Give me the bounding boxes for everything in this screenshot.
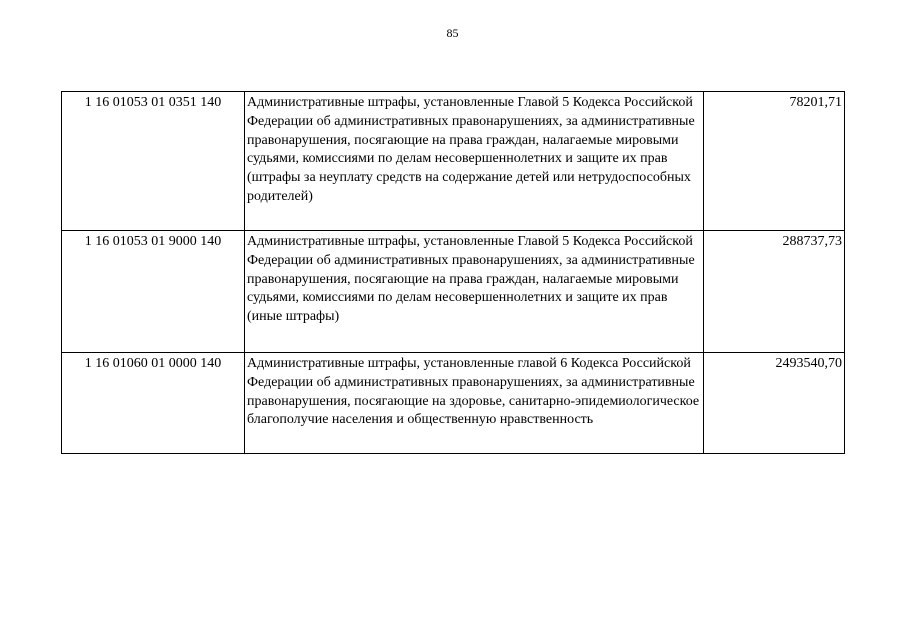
budget-code-cell: 1 16 01053 01 9000 140 xyxy=(62,231,245,353)
amount-cell: 2493540,70 xyxy=(704,353,845,454)
amount-cell: 78201,71 xyxy=(704,92,845,231)
budget-code-cell: 1 16 01053 01 0351 140 xyxy=(62,92,245,231)
page-number: 85 xyxy=(446,26,459,40)
table-row xyxy=(62,231,845,353)
description-cell: Административные штрафы, установленные Главой 5 Кодекса Российской Федерации об административных правонарушениях, за административные правонарушения, посягающие на права граждан, налагаемые мировыми судьями, комиссиями по делам несовершеннолетних и защите их прав (штрафы за неуплату средств на содержание детей или нетрудоспособных родителей) xyxy=(245,92,704,231)
description-cell: Административные штрафы, установленные Главой 5 Кодекса Российской Федерации об административных правонарушениях, за административные правонарушения, посягающие на права граждан, налагаемые мировыми судьями, комиссиями по делам несовершеннолетних и защите их прав (иные штрафы) xyxy=(245,231,704,353)
revenue-table xyxy=(61,91,845,454)
amount-cell: 288737,73 xyxy=(704,231,845,353)
description-cell: Административные штрафы, установленные главой 6 Кодекса Российской Федерации об административных правонарушениях, за административные правонарушения, посягающие на здоровье, санитарно-эпидемиологическое благополучие населения и общественную нравственность xyxy=(245,353,704,454)
table-row xyxy=(62,353,845,454)
table-row xyxy=(62,92,845,231)
budget-code-cell: 1 16 01060 01 0000 140 xyxy=(62,353,245,454)
